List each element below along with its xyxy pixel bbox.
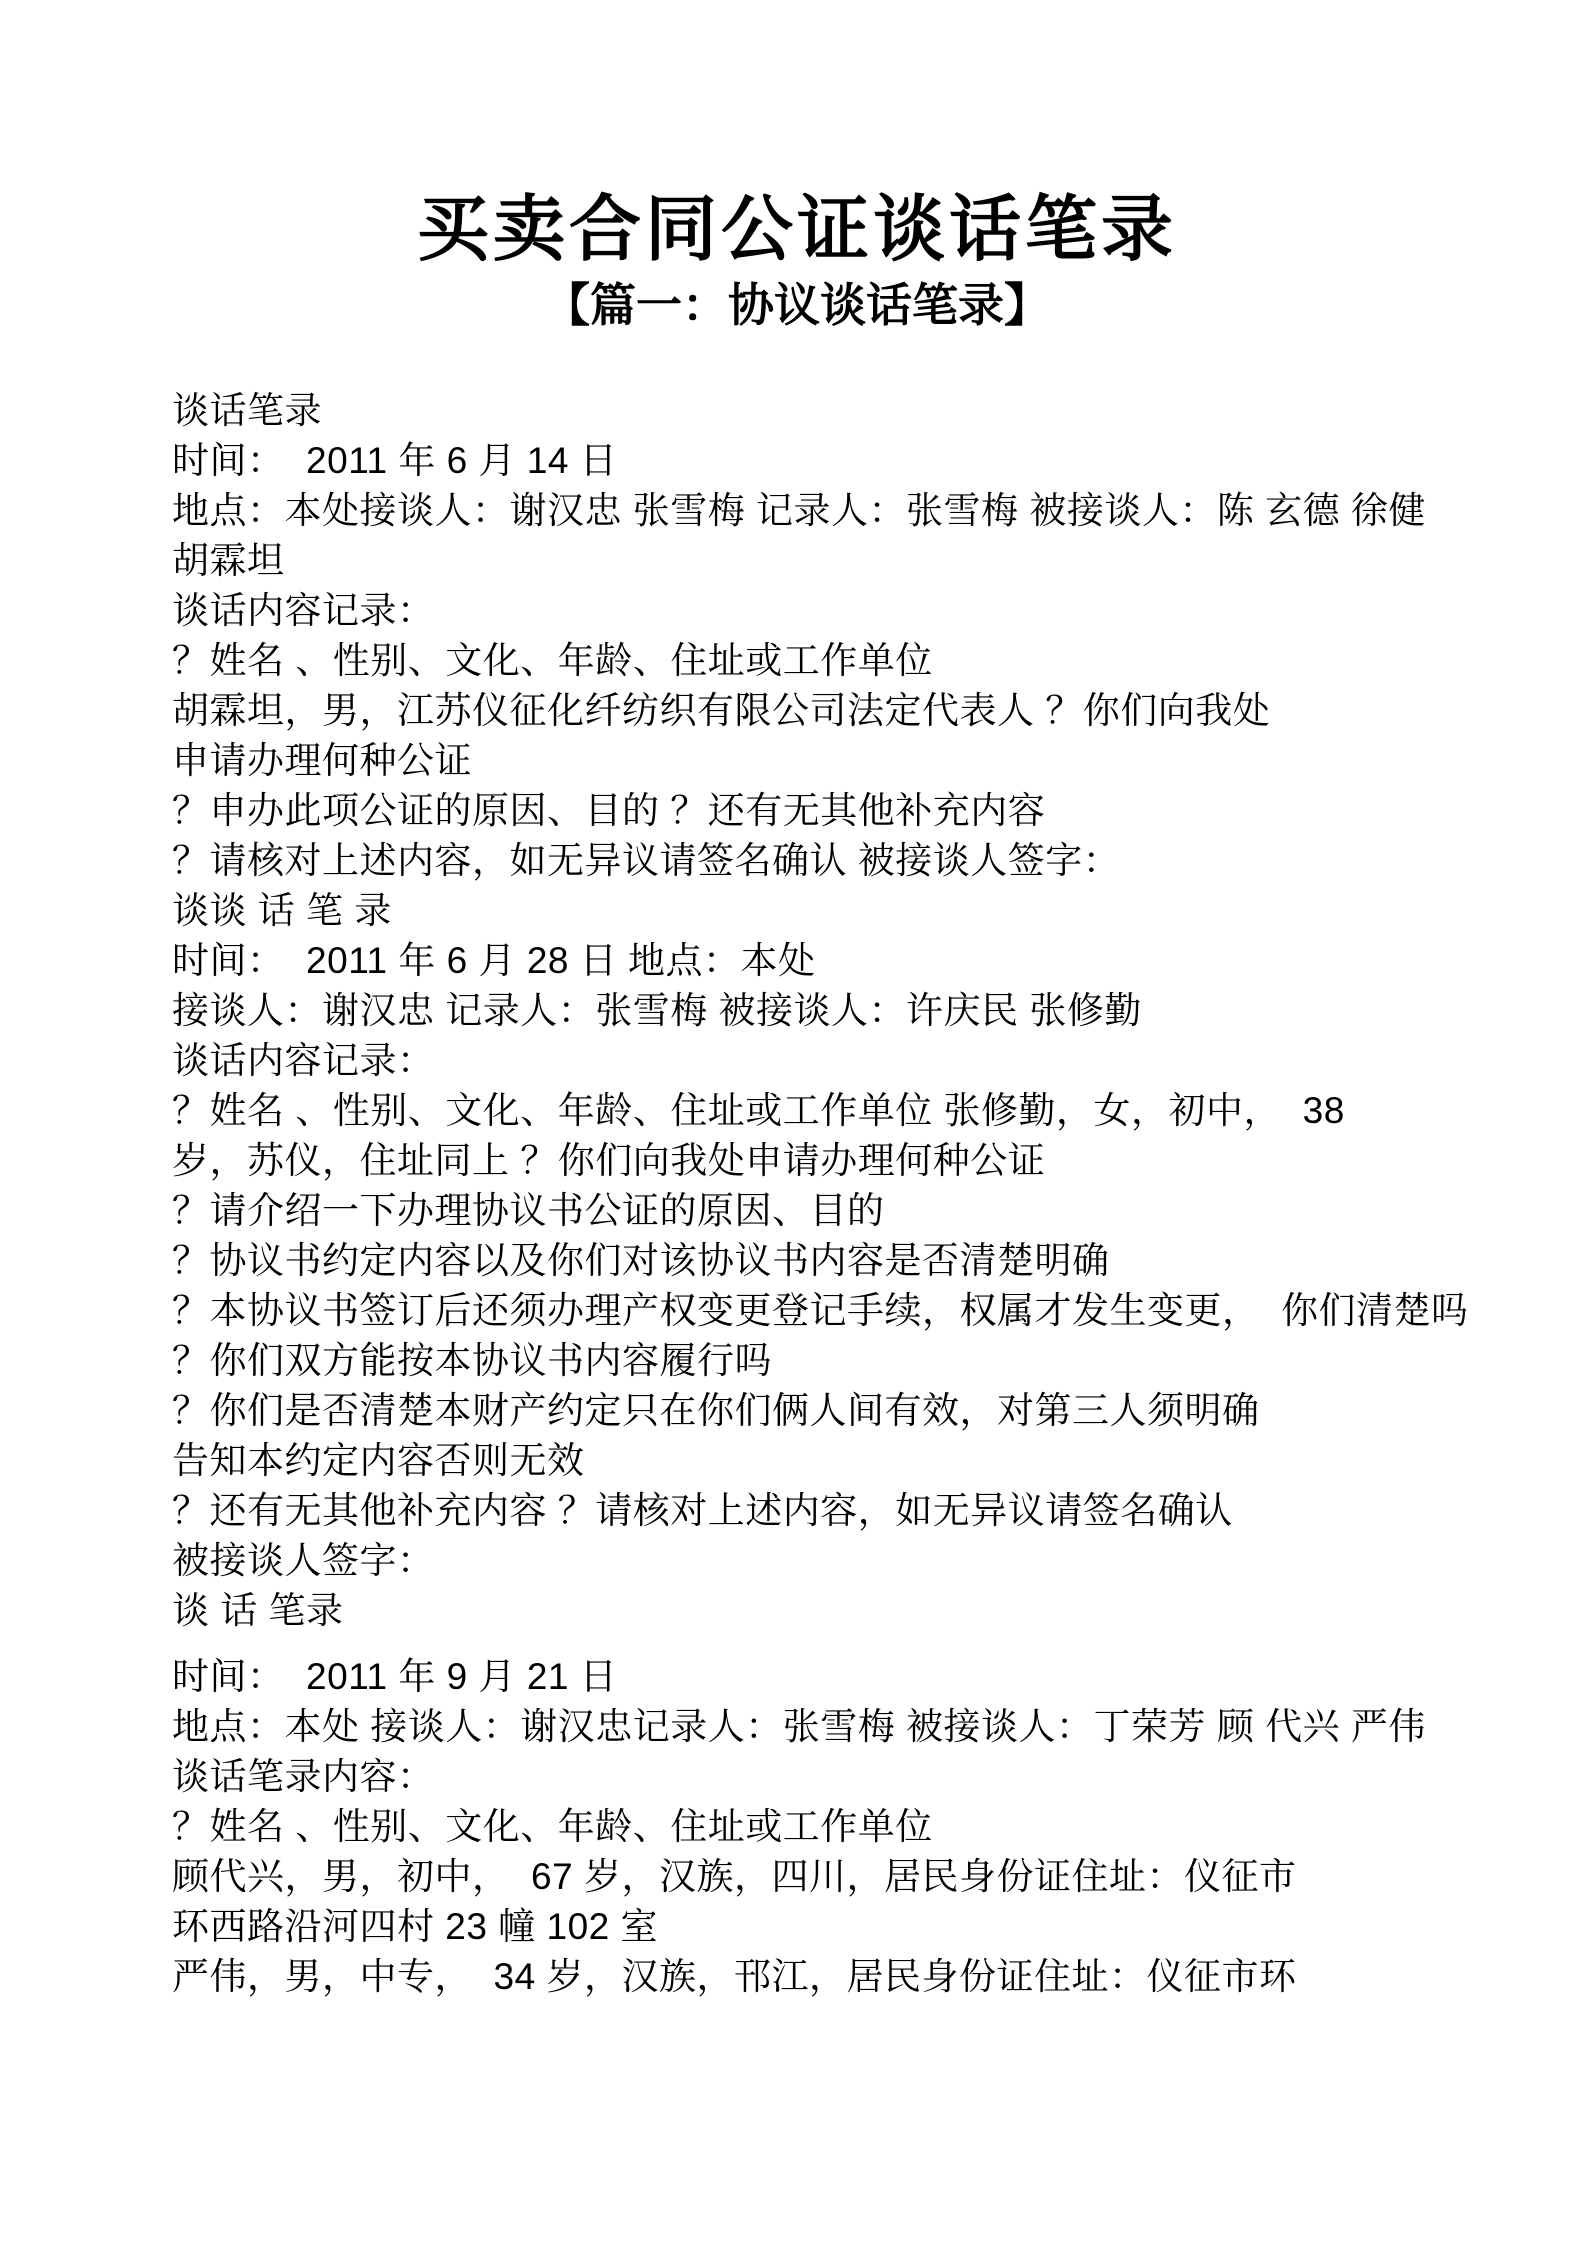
text-line: 谈话笔录内容：	[172, 1756, 435, 1797]
text-line: ？你们是否清楚本财产约定只在你们俩人间有效，对第三人须明确	[172, 1390, 1260, 1431]
text-line: 胡霖坦，男，江苏仪征化纤纺织有限公司法定代表人 ？你们向我处	[172, 690, 1271, 731]
text-line: 被接谈人签字：	[172, 1540, 435, 1581]
text-line: 地点：本处 接谈人：谢汉忠记录人：张雪梅 被接谈人：丁荣芳 顾 代兴 严伟	[172, 1706, 1426, 1747]
text-line: 环西路沿河四村 23 幢 102 室	[172, 1906, 659, 1947]
document-body	[172, 386, 1504, 2002]
text-line: ？请介绍一下办理协议书公证的原因、目的	[172, 1190, 885, 1231]
text-line: 申请办理何种公证	[172, 740, 472, 781]
text-line: 告知本约定内容否则无效	[172, 1440, 585, 1481]
text-line: 胡霖坦	[172, 540, 285, 581]
text-line: 时间： 2011 年 6 月 14 日	[172, 440, 618, 481]
text-line: ？本协议书签订后还须办理产权变更登记手续，权属才发生变更， 你们清楚吗	[172, 1290, 1469, 1331]
document-subtitle: 【篇一：协议谈话笔录】	[544, 279, 1050, 331]
text-line: 接谈人：谢汉忠 记录人：张雪梅 被接谈人：许庆民 张修勤	[172, 990, 1142, 1031]
text-line: ？申办此项公证的原因、目的 ？还有无其他补充内容	[172, 790, 1046, 831]
text-line: 谈话笔录	[172, 390, 322, 431]
text-line: 严伟，男，中专， 34 岁，汉族，邗江，居民身份证住址：仪征市环	[172, 1956, 1297, 1997]
text-line: ？协议书约定内容以及你们对该协议书内容是否清楚明确	[172, 1240, 1110, 1281]
text-line: 谈话内容记录：	[172, 1040, 435, 1081]
text-line: ？你们双方能按本协议书内容履行吗	[172, 1340, 772, 1381]
text-line: ？还有无其他补充内容 ？请核对上述内容，如无异议请签名确认	[172, 1490, 1233, 1531]
document-title: 买卖合同公证谈话笔录	[416, 190, 1177, 270]
text-line: ？姓名 、性别、文化、年龄、住址或工作单位	[172, 1806, 933, 1847]
text-line: 谈 话 笔录	[172, 1590, 344, 1631]
text-line: 地点：本处接谈人：谢汉忠 张雪梅 记录人：张雪梅 被接谈人：陈 玄德 徐健	[172, 490, 1426, 531]
text-line: ？姓名 、性别、文化、年龄、住址或工作单位 张修勤，女，初中， 38	[172, 1090, 1345, 1131]
text-line: 时间： 2011 年 6 月 28 日 地点：本处	[172, 940, 816, 981]
text-line: 谈谈 话 笔 录	[172, 890, 392, 931]
text-line: 时间： 2011 年 9 月 21 日	[172, 1656, 618, 1697]
text-line: ？姓名 、性别、文化、年龄、住址或工作单位	[172, 640, 933, 681]
text-line: ？请核对上述内容，如无异议请签名确认 被接谈人签字：	[172, 840, 1121, 881]
text-line: 谈话内容记录：	[172, 590, 435, 631]
text-line: 顾代兴，男，初中， 67 岁，汉族，四川，居民身份证住址：仪征市	[172, 1856, 1297, 1897]
text-line: 岁，苏仪，住址同上 ？你们向我处申请办理何种公证	[172, 1140, 1046, 1181]
